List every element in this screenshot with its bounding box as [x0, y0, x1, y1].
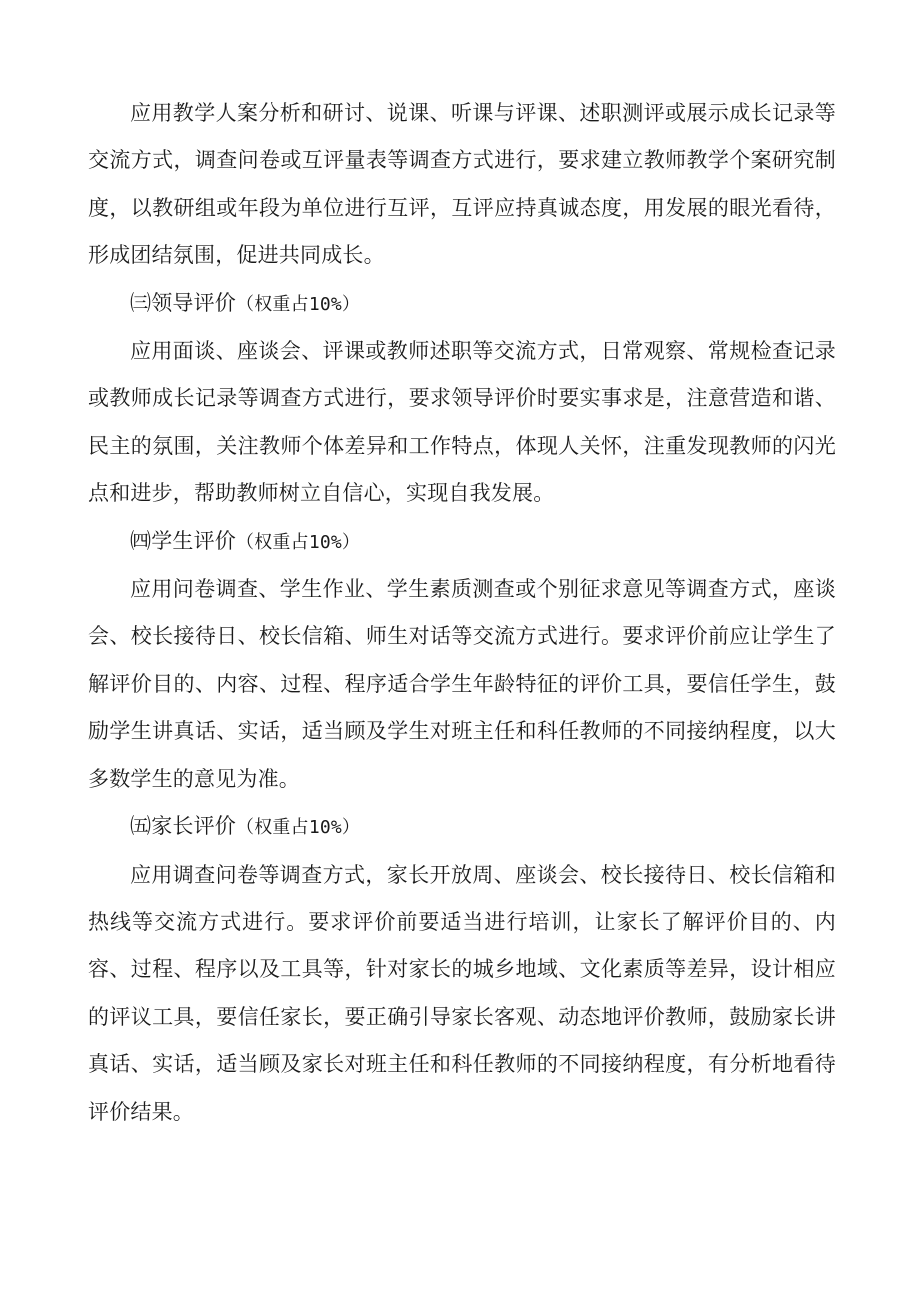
section-weight: （权重占10%） — [236, 531, 361, 553]
paragraph-parent-evaluation: 应用调查问卷等调查方式，家长开放周、座谈会、校长接待日、校长信箱和热线等交流方式进行。要求评价前要适当进行培训，让家长了解评价目的、内容、过程、程序以及工具等，针对家长的城乡地域、文化素质等差异，设计相应的评议工具，要信任家长，要正确引导家长客观、动态地评价教师，鼓励家长讲真话、实话，适当顾及家长对班主任和科任教师的不同接纳程度，有分析地看待评价结果。 — [88, 862, 836, 1124]
section-marker: ㈢ — [130, 290, 152, 315]
section-marker: ㈣ — [130, 528, 152, 553]
section-weight: （权重占10%） — [236, 293, 361, 315]
paragraph-student-evaluation: 应用问卷调查、学生作业、学生素质测查或个别征求意见等调查方式，座谈会、校长接待日、校长信箱、师生对话等交流方式进行。要求评价前应让学生了解评价目的、内容、过程、程序适合学生年龄特征的评价工具，要信任学生，鼓励学生讲真话、实话，适当顾及学生对班主任和科任教师的不同接纳程度，以大多数学生的意见为准。 — [88, 577, 836, 791]
section-heading-student-evaluation — [88, 518, 836, 566]
section-title: 家长评价 — [151, 814, 237, 839]
section-marker: ㈤ — [130, 814, 152, 839]
paragraph-peer-evaluation-method: 应用教学人案分析和研讨、说课、听课与评课、述职测评或展示成长记录等交流方式，调查问卷或互评量表等调查方式进行，要求建立教师教学个案研究制度，以教研组或年段为单位进行互评，互评应持真诚态度，用发展的眼光看待，形成团结氛围，促进共同成长。 — [88, 101, 836, 268]
section-heading-leader-evaluation — [88, 280, 836, 328]
section-heading-parent-evaluation — [88, 803, 836, 851]
paragraph-leader-evaluation: 应用面谈、座谈会、评课或教师述职等交流方式，日常观察、常规检查记录或教师成长记录等调查方式进行，要求领导评价时要实事求是，注意营造和谐、民主的氛围，关注教师个体差异和工作特点，体现人关怀，注重发现教师的闪光点和进步，帮助教师树立自信心，实现自我发展。 — [88, 339, 836, 506]
section-title: 领导评价 — [151, 290, 237, 315]
section-weight: （权重占10%） — [236, 817, 361, 839]
document-body — [88, 90, 836, 1136]
section-title: 学生评价 — [151, 528, 237, 553]
